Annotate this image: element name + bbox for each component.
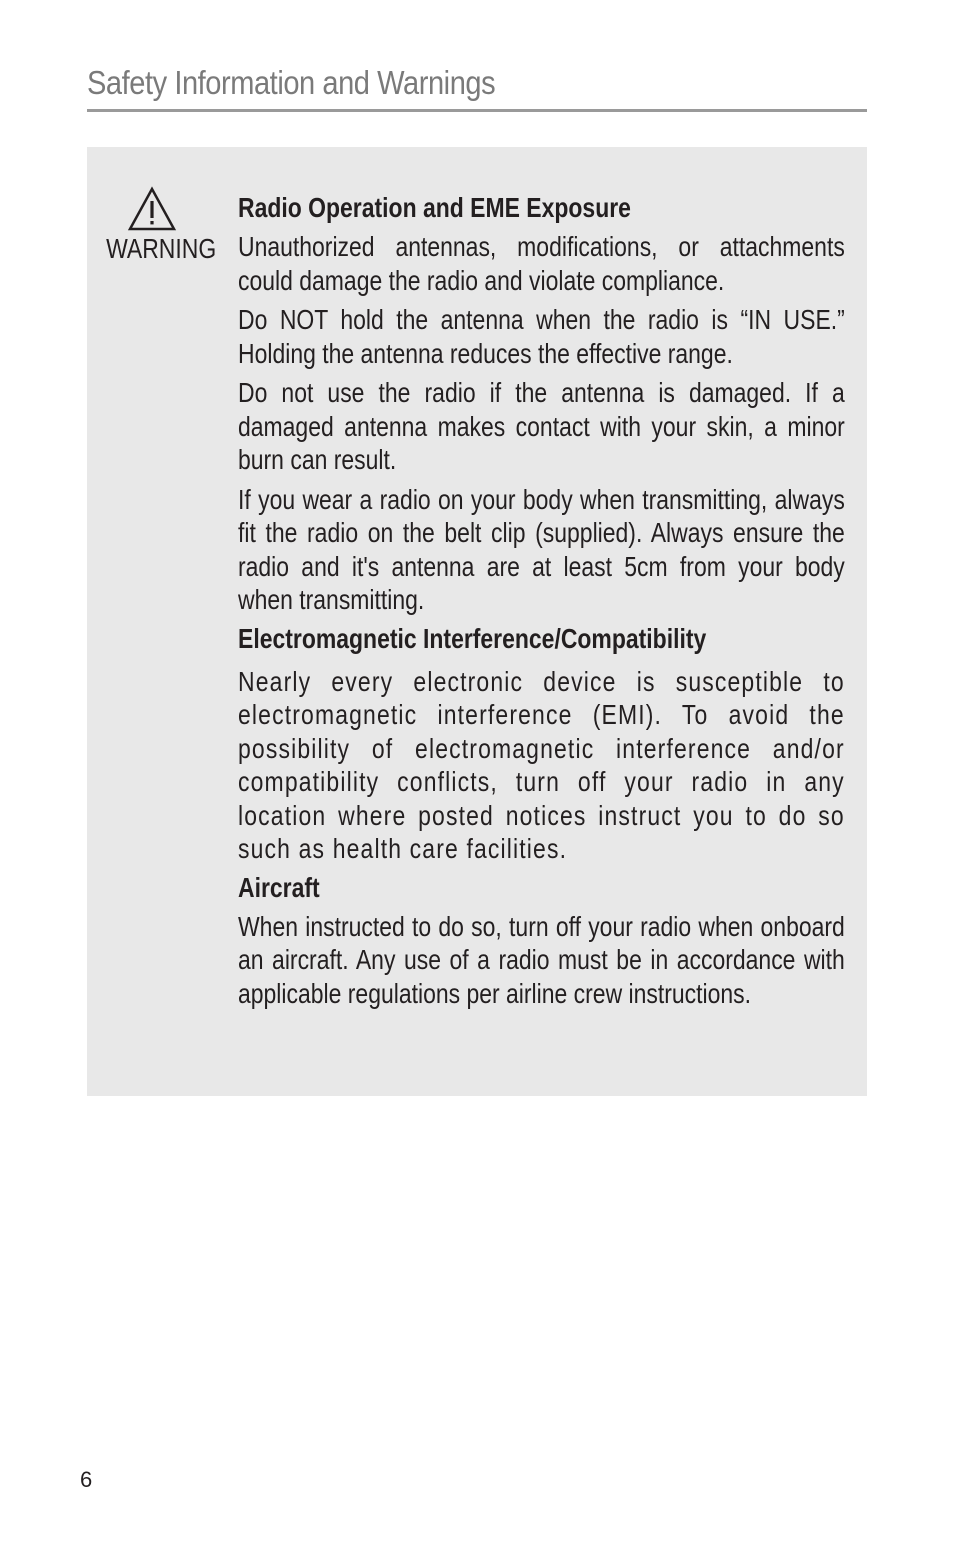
- section-heading-radio-operation: Radio Operation and EME Exposure: [238, 192, 631, 223]
- page-title: Safety Information and Warnings: [87, 64, 496, 101]
- warning-badge: [96, 186, 217, 266]
- warning-content: [238, 190, 845, 1010]
- paragraph-body-worn: If you wear a radio on your body when transmitting, always fit the radio on the belt clip (supplied). Always ensure the radio and it's antenna are at least 5cm from your body when transmitting.: [238, 483, 845, 615]
- section-heading-emi: Electromagnetic Interference/Compatibility: [238, 622, 707, 654]
- paragraph-aircraft: When instructed to do so, turn off your radio when onboard an aircraft. Any use of a radio must be in accordance with applicable regulations per airline crew instructions.: [238, 910, 845, 1009]
- paragraph-damaged-antenna: Do not use the radio if the antenna is damaged. If a damaged antenna makes contact with your skin, a minor burn can result.: [238, 377, 845, 475]
- paragraph-unauthorized-antennas: Unauthorized antennas, modifications, or attachments could damage the radio and violate compliance.: [238, 231, 845, 296]
- section-heading-aircraft: Aircraft: [238, 871, 320, 903]
- paragraph-emi: Nearly every electronic device is susceptible to electromagnetic interference (EMI). To avoid the possibility of electromagnetic interference and/or compatibility conflicts, turn off your radio in any location where posted notices instruct you to do so such as health care facilities.: [238, 665, 845, 864]
- paragraph-hold-antenna: Do NOT hold the antenna when the radio is “IN USE.” Holding the antenna reduces the effective range.: [238, 304, 845, 369]
- page-number: 6: [80, 1467, 93, 1492]
- warning-triangle-icon: [127, 186, 177, 232]
- header-divider: [87, 109, 867, 112]
- warning-label: WARNING: [106, 233, 217, 264]
